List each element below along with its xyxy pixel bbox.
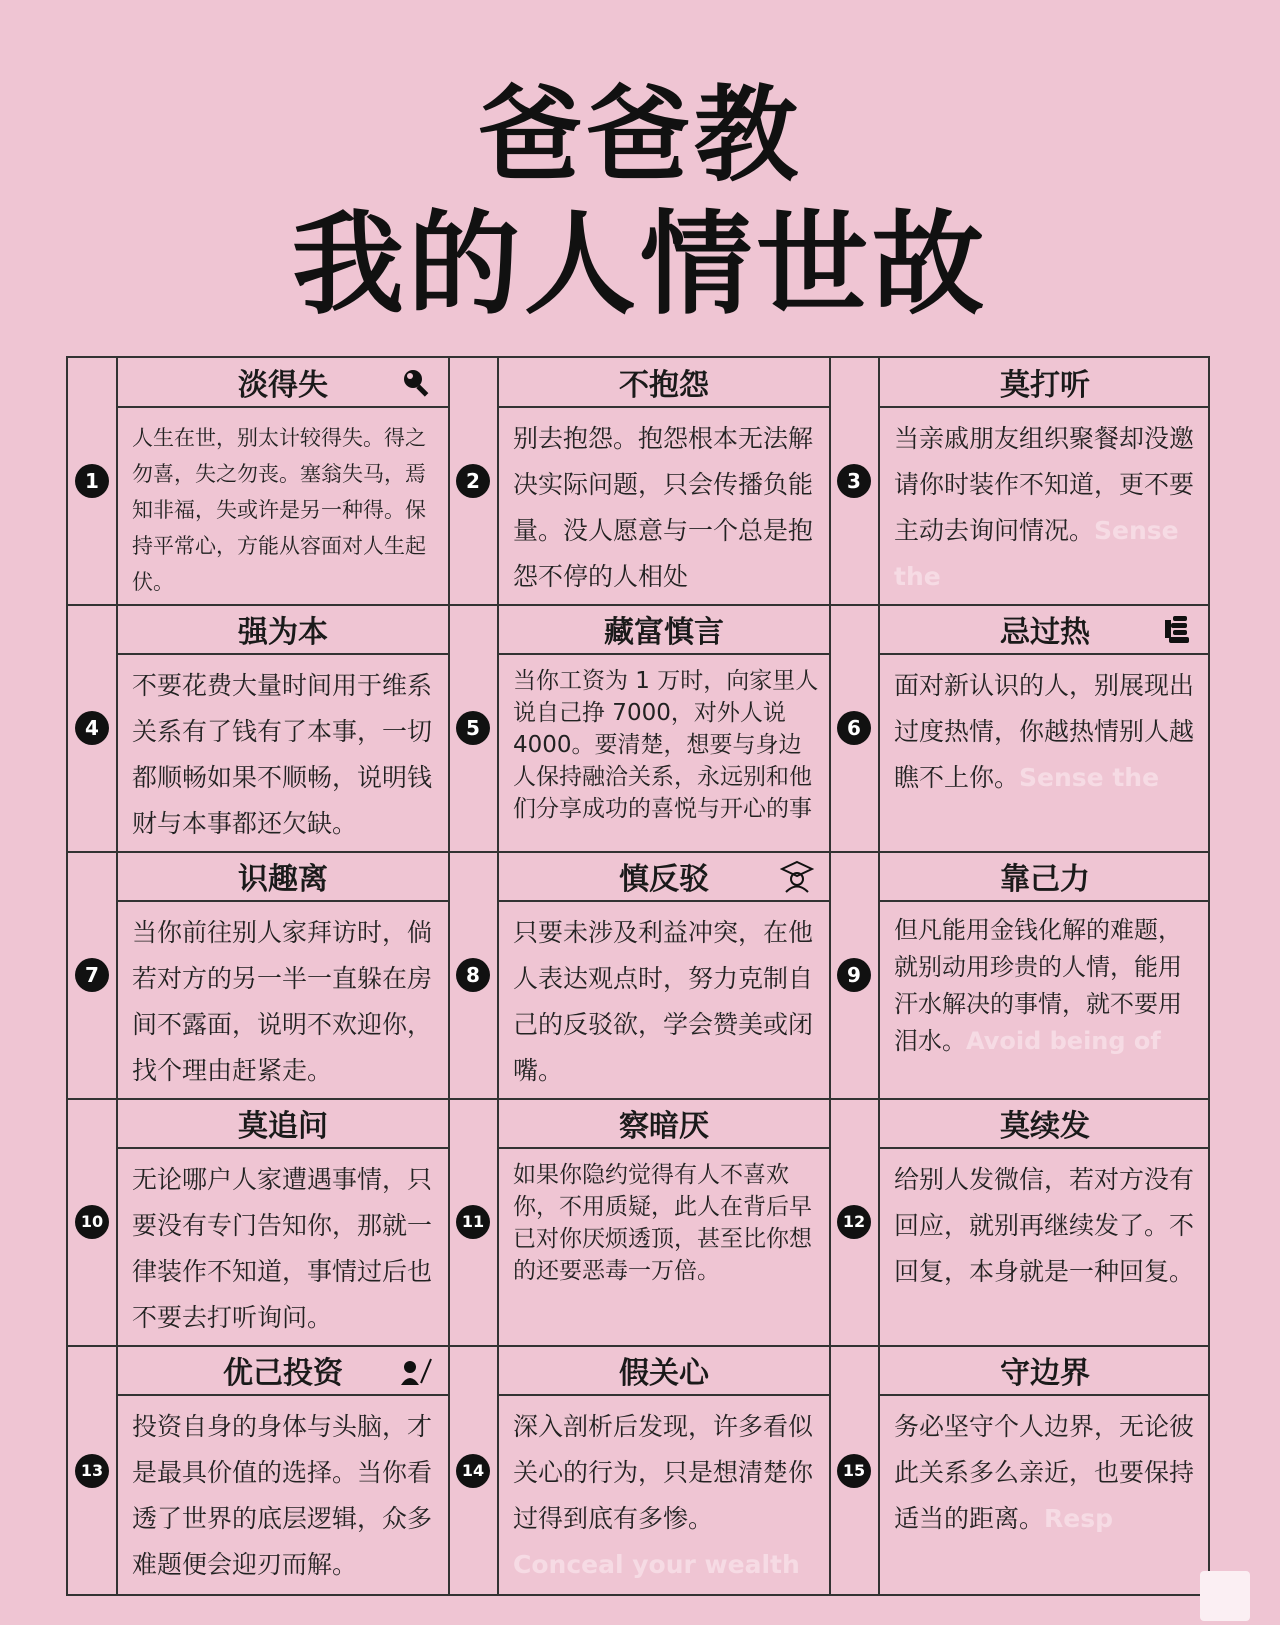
tip-text: 只要未涉及利益冲突，在他人表达观点时，努力克制自己的反驳欲，学会赞美或闭嘴。 bbox=[513, 918, 814, 1085]
tip-number: 1 bbox=[75, 464, 109, 498]
tip-card bbox=[830, 1099, 1210, 1345]
tip-title: 藏富慎言 bbox=[604, 615, 724, 650]
tip-title: 不抱怨 bbox=[619, 368, 709, 403]
tip-number: 4 bbox=[75, 711, 109, 745]
tip-text: 无论哪户人家遭遇事情，只要没有专门告知你，那就一律装作不知道，事情过后也不要去打听询问。 bbox=[132, 1165, 433, 1332]
tip-content bbox=[118, 1346, 448, 1596]
tip-number: 3 bbox=[837, 464, 871, 498]
tip-content bbox=[118, 605, 448, 851]
tip-title: 假关心 bbox=[619, 1356, 709, 1391]
tip-content bbox=[118, 852, 448, 1098]
tip-number-column bbox=[68, 358, 118, 604]
tip-content bbox=[499, 358, 829, 604]
tip-body bbox=[132, 663, 438, 847]
title-line-2: 我的人情世故 bbox=[292, 200, 988, 330]
tip-body bbox=[513, 910, 819, 1094]
tip-number-column bbox=[449, 1099, 499, 1345]
tip-text: 给别人发微信，若对方没有回应，就别再继续发了。不回复，本身就是一种回复。 bbox=[894, 1165, 1195, 1286]
tip-content bbox=[118, 1099, 448, 1345]
tip-content bbox=[499, 605, 829, 851]
tip-body bbox=[513, 416, 819, 600]
tip-title: 慎反驳 bbox=[619, 862, 709, 897]
tip-card bbox=[68, 852, 448, 1098]
tip-watermark: Sense the bbox=[1019, 763, 1160, 792]
tip-body bbox=[894, 416, 1200, 600]
tip-header bbox=[499, 605, 829, 655]
tip-body bbox=[894, 912, 1200, 1094]
tip-number-column bbox=[830, 358, 880, 604]
tip-card bbox=[449, 1346, 829, 1596]
tip-header bbox=[499, 852, 829, 902]
tip-header bbox=[118, 1346, 448, 1396]
tip-watermark: Sense the bbox=[894, 516, 1179, 591]
tip-card bbox=[830, 1346, 1210, 1596]
tip-number-column bbox=[68, 852, 118, 1098]
tip-number: 11 bbox=[456, 1205, 490, 1239]
tip-title: 靠己力 bbox=[1000, 862, 1090, 897]
tip-watermark: Conceal your wealth bbox=[513, 1550, 800, 1579]
title-line-1: 爸爸教 bbox=[477, 74, 802, 196]
tip-text: 但凡能用金钱化解的难题，就别动用珍贵的人情，能用汗水解决的事情，就不要用泪水。 bbox=[894, 916, 1182, 1055]
tip-number: 13 bbox=[75, 1454, 109, 1488]
tip-header bbox=[118, 358, 448, 408]
tip-body bbox=[513, 1404, 819, 1592]
tip-watermark: Avoid being of bbox=[966, 1027, 1161, 1055]
tip-text: 投资自身的身体与头脑，才是最具价值的选择。当你看透了世界的底层逻辑，众多难题便会迎刃而解。 bbox=[132, 1412, 433, 1579]
tip-card bbox=[830, 605, 1210, 851]
tip-content bbox=[880, 1346, 1210, 1596]
tip-number-column bbox=[68, 1346, 118, 1596]
tip-header bbox=[118, 1099, 448, 1149]
tip-number: 8 bbox=[456, 958, 490, 992]
tip-card bbox=[830, 358, 1210, 604]
tip-number: 9 bbox=[837, 958, 871, 992]
tip-content bbox=[880, 605, 1210, 851]
tip-title: 莫打听 bbox=[1000, 368, 1090, 403]
graduate-icon bbox=[779, 858, 815, 894]
tip-text: 人生在世，别太计较得失。得之勿喜，失之勿丧。塞翁失马，焉知非福，失或许是另一种得。保持平常心，方能从容面对人生起伏。 bbox=[132, 426, 426, 594]
tip-header bbox=[499, 1346, 829, 1396]
tip-body bbox=[132, 910, 438, 1094]
tip-text: 务必坚守个人边界，无论彼此关系多么亲近，也要保持适当的距离。 bbox=[894, 1412, 1195, 1533]
tip-text: 面对新认识的人，别展现出过度热情，你越热情别人越瞧不上你。 bbox=[894, 671, 1195, 792]
tip-title: 淡得失 bbox=[238, 368, 328, 403]
tip-content bbox=[118, 358, 448, 604]
tip-number: 7 bbox=[75, 958, 109, 992]
tip-header bbox=[880, 1099, 1210, 1149]
tip-number-column bbox=[830, 1099, 880, 1345]
tip-content bbox=[880, 1099, 1210, 1345]
tip-card bbox=[68, 605, 448, 851]
tip-body bbox=[513, 1159, 819, 1341]
tip-content bbox=[499, 852, 829, 1098]
tip-number: 2 bbox=[456, 464, 490, 498]
tip-text: 当亲戚朋友组织聚餐却没邀请你时装作不知道，更不要主动去询问情况。 bbox=[894, 424, 1195, 545]
tip-card bbox=[68, 358, 448, 604]
tip-content bbox=[880, 358, 1210, 604]
tip-card bbox=[449, 605, 829, 851]
tip-header bbox=[118, 605, 448, 655]
tip-watermark: Resp bbox=[1044, 1504, 1113, 1533]
tip-number-column bbox=[449, 1346, 499, 1596]
tip-number-column bbox=[830, 852, 880, 1098]
tip-content bbox=[880, 852, 1210, 1098]
tip-number: 5 bbox=[456, 711, 490, 745]
tip-text: 当你前往别人家拜访时，倘若对方的另一半一直躲在房间不露面，说明不欢迎你，找个理由赶紧走。 bbox=[132, 918, 433, 1085]
coins-icon bbox=[1160, 611, 1196, 647]
tip-text: 深入剖析后发现，许多看似关心的行为，只是想清楚你过得到底有多惨。 bbox=[513, 1412, 814, 1533]
tip-number-column bbox=[830, 1346, 880, 1596]
tip-body bbox=[132, 1404, 438, 1592]
tip-card bbox=[449, 358, 829, 604]
tip-card bbox=[830, 852, 1210, 1098]
tip-number-column bbox=[68, 1099, 118, 1345]
tip-title: 察暗厌 bbox=[619, 1109, 709, 1144]
tip-card bbox=[68, 1346, 448, 1596]
tip-title: 识趣离 bbox=[238, 862, 328, 897]
tip-title: 莫续发 bbox=[1000, 1109, 1090, 1144]
tip-title: 莫追问 bbox=[238, 1109, 328, 1144]
corner-overlay-box bbox=[1200, 1571, 1250, 1621]
tip-card bbox=[68, 1099, 448, 1345]
tip-number: 6 bbox=[837, 711, 871, 745]
tip-header bbox=[880, 1346, 1210, 1396]
tip-body bbox=[894, 1404, 1200, 1592]
tip-number-column bbox=[68, 605, 118, 851]
tip-card bbox=[449, 852, 829, 1098]
tip-body bbox=[132, 1157, 438, 1341]
tip-number: 10 bbox=[75, 1205, 109, 1239]
tip-title: 优己投资 bbox=[223, 1356, 343, 1391]
tips-grid bbox=[66, 356, 1210, 1596]
tip-header bbox=[880, 605, 1210, 655]
tip-header bbox=[118, 852, 448, 902]
tip-text: 如果你隐约觉得有人不喜欢你，不用质疑，此人在背后早已对你厌烦透顶，甚至比你想的还要恶毒一万倍。 bbox=[513, 1162, 812, 1284]
tip-text: 不要花费大量时间用于维系关系有了钱有了本事，一切都顺畅如果不顺畅，说明钱财与本事都还欠缺。 bbox=[132, 671, 433, 838]
tip-number: 15 bbox=[837, 1454, 871, 1488]
tip-title: 忌过热 bbox=[1000, 615, 1090, 650]
magnifier-icon bbox=[398, 364, 434, 400]
tip-body bbox=[132, 420, 438, 600]
tip-text: 别去抱怨。抱怨根本无法解决实际问题，只会传播负能量。没人愿意与一个总是抱怨不停的人相处 bbox=[513, 424, 814, 591]
tip-header bbox=[499, 1099, 829, 1149]
tip-number: 12 bbox=[837, 1205, 871, 1239]
tip-card bbox=[449, 1099, 829, 1345]
tip-title: 守边界 bbox=[1000, 1356, 1090, 1391]
tip-number-column bbox=[449, 605, 499, 851]
tip-number: 14 bbox=[456, 1454, 490, 1488]
tip-body bbox=[894, 1157, 1200, 1341]
tip-header bbox=[880, 852, 1210, 902]
tip-body bbox=[513, 665, 819, 847]
tip-body bbox=[894, 663, 1200, 847]
tip-number-column bbox=[449, 358, 499, 604]
tip-header bbox=[499, 358, 829, 408]
tip-title: 强为本 bbox=[238, 615, 328, 650]
tip-header bbox=[880, 358, 1210, 408]
tip-number-column bbox=[449, 852, 499, 1098]
tip-content bbox=[499, 1099, 829, 1345]
tip-text: 当你工资为 1 万时，向家里人说自己挣 7000，对外人说 4000。要清楚，想要与身边人保持融洽关系，永远别和他们分享成功的喜悦与开心的事 bbox=[513, 668, 819, 822]
person-writing-icon bbox=[398, 1352, 434, 1388]
tip-number-column bbox=[830, 605, 880, 851]
tip-content bbox=[499, 1346, 829, 1596]
